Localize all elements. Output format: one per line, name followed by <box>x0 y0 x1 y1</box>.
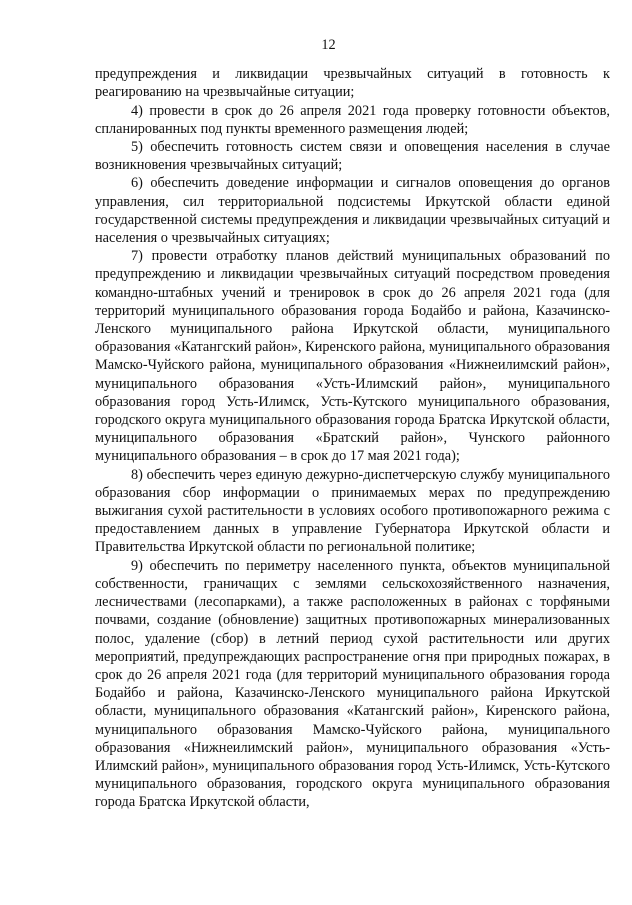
paragraph-item-8: 8) обеспечить через единую дежурно-диспетчерскую службу муниципального образования сбор информации о принимаемых мерах по предупреждению выжигания сухой растительности в условиях особого противопожарного режима с предоставлением данных в управление Губернатора Иркутской области и Правительства Иркутской области по региональной политике; <box>95 466 610 556</box>
paragraph-item-4: 4) провести в срок до 26 апреля 2021 года проверку готовности объектов, спланированных под пункты временного размещения людей; <box>95 102 610 137</box>
paragraph-item-6: 6) обеспечить доведение информации и сигналов оповещения до органов управления, сил территориальной подсистемы Иркутской области единой государственной системы предупреждения и ликвидации чрезвычайных ситуаций и населения о чрезвычайных ситуациях; <box>95 175 610 247</box>
paragraph-continuation: предупреждения и ликвидации чрезвычайных ситуаций в готовность к реагированию на чрезвычайные ситуации; <box>95 66 610 101</box>
page-number: 12 <box>321 37 336 53</box>
paragraph-item-5: 5) обеспечить готовность систем связи и оповещения населения в случае возникновения чрезвычайных ситуаций; <box>95 139 610 174</box>
paragraph-item-7: 7) провести отработку планов действий муниципальных образований по предупреждению и ликвидации чрезвычайных ситуаций посредством проведения командно-штабных учений и тренировок в срок до 26 апреля 2021 года (для территорий муниципального образования города Бодайбо и района, Казачинско-Ленского муниципального района Иркутской области, муниципального образования «Катангский район», Киренского района, муниципального образования Мамско-Чуйского района, муниципального образования «Нижнеилимский район», муниципального образования «Усть-Илимский район», муниципального образования город Усть-Илимск, Усть-Кутского муниципального образования, городского округа муниципального образования города Братска Иркутской области, муниципального образования «Братский район», Чунского районного муниципального образования – в срок до 17 мая 2021 года); <box>95 248 610 465</box>
paragraph-item-9: 9) обеспечить по периметру населенного пункта, объектов муниципальной собственности, граничащих с землями сельскохозяйственного назначения, лесничествами (лесопарками), а также расположенных в районах с торфяными почвами, создание (обновление) защитных противопожарных минерализованных полос, удаление (сбор) в летний период сухой растительности или других мероприятий, предупреждающих распространение огня при природных пожарах, в срок до 26 апреля 2021 года (для территорий муниципального образования города Бодайбо и района, Казачинско-Ленского муниципального района Иркутской области, муниципального образования «Катангский район», Киренского района, муниципального образования Мамско-Чуйского района, муниципального образования «Нижнеилимский район», муниципального образования «Усть-Илимский район», муниципального образования город Усть-Илимск, Усть-Кутского муниципального образования, городского округа муниципального образования города Братска Иркутской области, <box>95 557 610 811</box>
